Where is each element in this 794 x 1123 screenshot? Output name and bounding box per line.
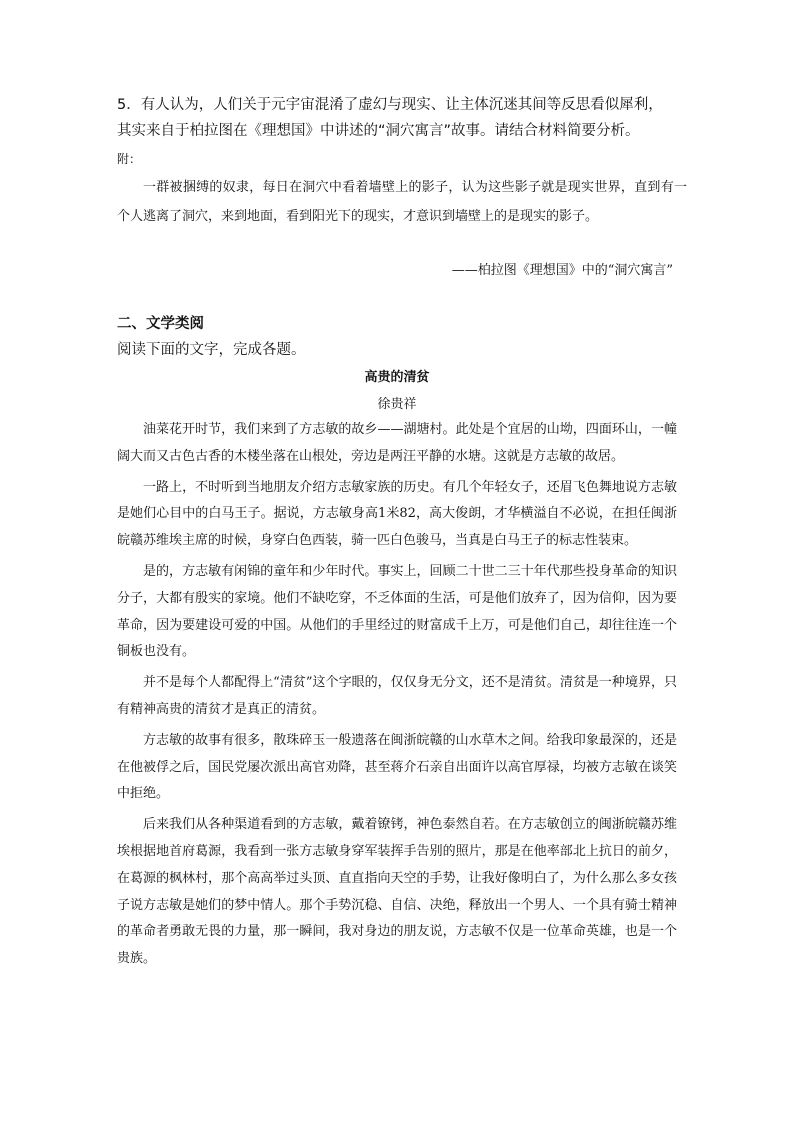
article-body <box>117 417 677 977</box>
article-author: 徐贵祥 <box>377 397 417 412</box>
appendix-label: 附： <box>117 152 142 166</box>
article-paragraph: 并不是每个人都配得上“清贫”这个字眼的，仅仅身无分文，还不是清贫。清贫是一种境界，只有精神高贵的清贫才是真正的清贫。 <box>117 675 677 717</box>
article-title: 高贵的清贫 <box>364 370 430 385</box>
article-paragraph: 方志敏的故事有很多，散珠碎玉一般遗落在闽浙皖赣的山水草木之间。给我印象最深的，还是在他被俘之后，国民党屡次派出高官劝降，甚至蒋介石亲自出面许以高官厚禄，均被方志敏在谈笑中拒绝。 <box>117 732 677 802</box>
article-paragraph: 一路上，不时听到当地朋友介绍方志敏家族的历史。有几个年轻女子，还眉飞色舞地说方志敏是她们心目中的白马王子。据说，方志敏身高1米82，高大俊朗，才华横溢自不必说，在担任闽浙皖赣苏维埃主席的时候，身穿白色西装，骑一匹白色骏马，当真是白马王子的标志性装束。 <box>117 479 677 549</box>
section-heading: 二、文学类阅 <box>117 316 204 332</box>
article-paragraph: 油菜花开时节，我们来到了方志敏的故乡——湖塘村。此处是个宜居的山坳，四面环山，一幢阔大而又古色古香的木楼坐落在山根处，旁边是两汪平静的水塘。这就是方志敏的故居。 <box>117 422 677 464</box>
article-paragraph: 后来我们从各种渠道看到的方志敏，戴着镣铐，神色泰然自若。在方志敏创立的闽浙皖赣苏维埃根据地首府葛源，我看到一张方志敏身穿军装挥手告别的照片，那是在他率部北上抗日的前夕，在葛源的枫林村，那个高高举过头顶、直直指向天空的手势，让我好像明白了，为什么那么多女孩子说方志敏是她们的梦中情人。那个手势沉稳、自信、决绝，释放出一个男人、一个具有骑士精神的革命者勇敢无畏的力量，那一瞬间，我对身边的朋友说，方志敏不仅是一位革命英雄，也是一个贵族。 <box>117 817 677 967</box>
appendix-quote-text: 一群被捆缚的奴隶，每日在洞穴中看着墙壁上的影子，认为这些影子就是现实世界，直到有一个人逃离了洞穴，来到地面，看到阳光下的现实，才意识到墙壁上的是现实的影子。 <box>117 180 687 224</box>
appendix-source: ——柏拉图《理想国》中的“洞穴寓言” <box>451 263 673 278</box>
appendix-quote <box>117 174 687 231</box>
article-paragraph: 是的，方志敏有闲锦的童年和少年时代。事实上，回顾二十世二三十年代那些投身革命的知识分子，大都有殷实的家境。他们不缺吃穿，不乏体面的生活，可是他们放弃了，因为信仰，因为要革命，因为要建设可爱的中国。从他们的手里经过的财富成千上万，可是他们自己，却往往连一个铜板也没有。 <box>117 563 677 660</box>
section-instruction: 阅读下面的文字，完成各题。 <box>117 342 306 358</box>
question-5-text: 5．有人认为，人们关于元宇宙混淆了虚幻与现实、让主体沉迷其间等反思看似犀利，其实来自于柏拉图在《理想国》中讲述的“洞穴寓言”故事。请结合材料简要分析。 <box>117 97 663 139</box>
